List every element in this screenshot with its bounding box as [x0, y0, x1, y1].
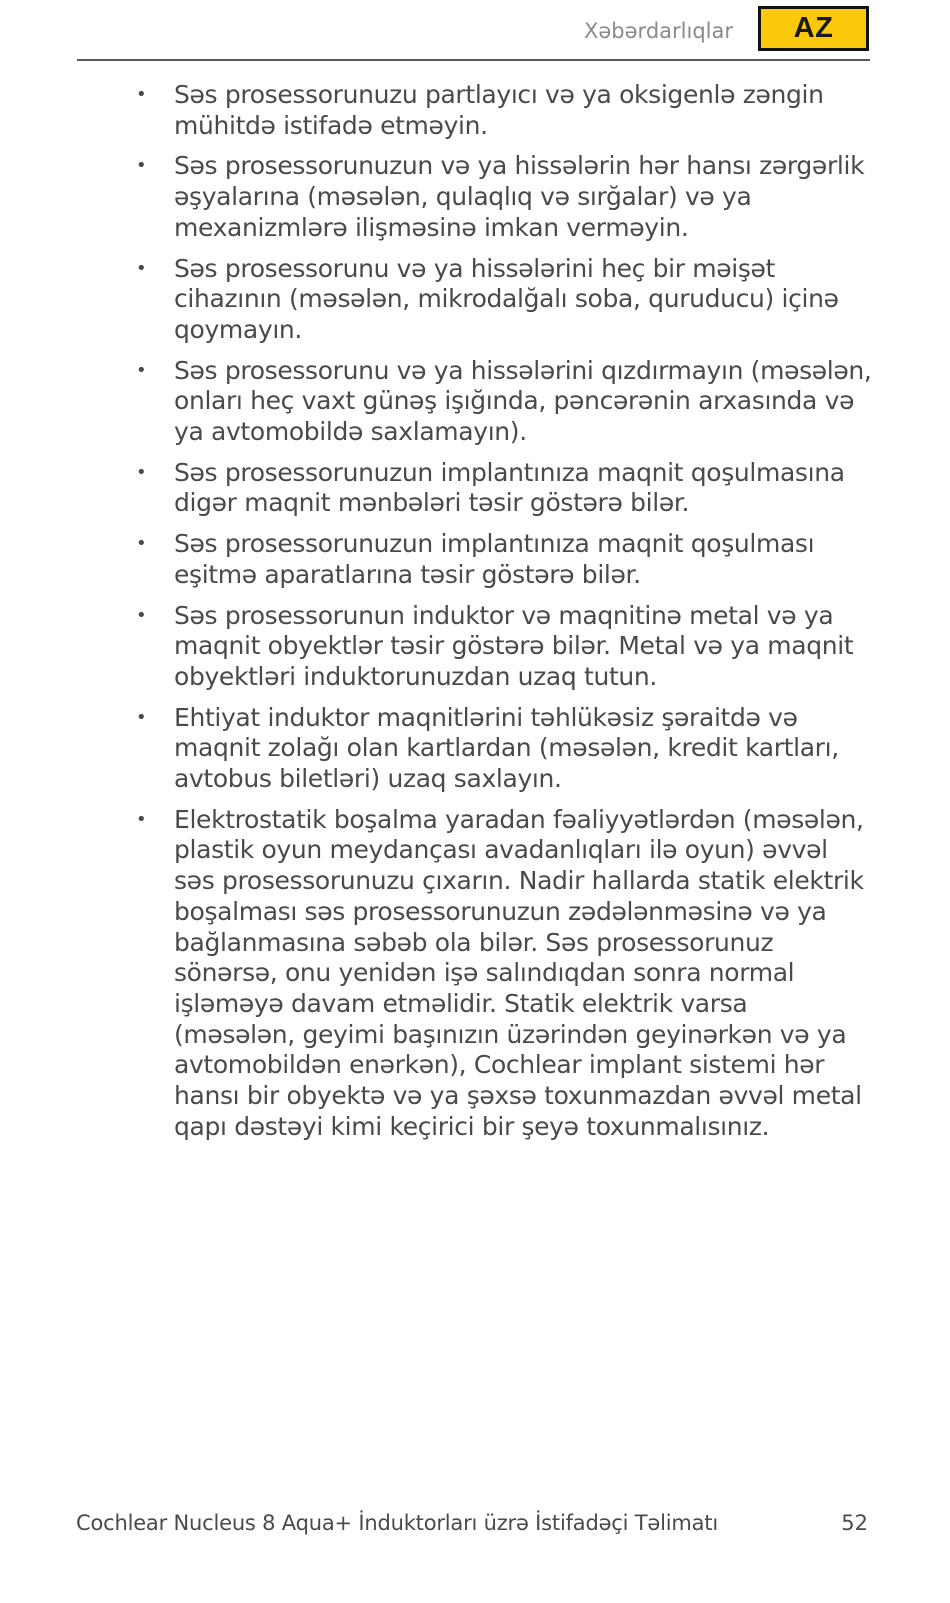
document-title: Cochlear Nucleus 8 Aqua+ İnduktorları üzrə İstifadəçi Təlimatı [76, 1511, 718, 1535]
language-badge: AZ [758, 6, 869, 51]
warning-item [0, 703, 874, 795]
warning-item [0, 80, 874, 141]
section-title: Xəbərdarlıqlar [584, 19, 733, 43]
warning-text: Ehtiyat induktor maqnitlərini təhlükəsiz şəraitdə və maqnit zolağı olan kartlardan (məsələn, kredit kartları, avtobus biletləri) uzaq saxlayın. [174, 702, 839, 794]
warning-item [0, 151, 874, 243]
bullet-icon: • [136, 84, 147, 105]
warning-text: Elektrostatik boşalma yaradan fəaliyyətlərdən (məsələn, plastik oyun meydançası avadanlıqları ilə oyun) əvvəl səs prosessorunuzu çıxarın. Nadir hallarda statik elektrik boşalması səs prosessorunuzun zədələnməsinə və ya bağlanmasına səbəb ola bilər. Səs prosessorunuz sönərsə, onu yenidən işə salındıqdan sonra normal işləməyə davam etməlidir. Statik elektrik varsa (məsələn, geyimi başınızın üzərindən geyinərkən və ya avtomobildən enərkən), Cochlear implant sistemi hər hansı bir obyektə və ya şəxsə toxunmazdan əvvəl metal qapı dəstəyi kimi keçirici bir şeyə toxunmalısınız. [174, 804, 864, 1141]
page-header [0, 0, 950, 60]
warning-text: Səs prosessorunun induktor və maqnitinə metal və ya maqnit obyektlər təsir göstərə bilər. Metal və ya maqnit obyektləri induktorunuzdan uzaq tutun. [174, 600, 854, 691]
warning-item [0, 356, 874, 448]
bullet-icon: • [136, 359, 147, 381]
warning-item [0, 529, 874, 590]
bullet-icon: • [136, 808, 147, 830]
warnings-content [0, 80, 950, 1153]
bullet-icon: • [136, 533, 147, 555]
warning-item [0, 458, 874, 519]
page-number: 52 [841, 1511, 868, 1535]
warning-text: Səs prosessorunuzu partlayıcı və ya oksigenlə zəngin mühitdə istifadə etməyin. [174, 80, 824, 140]
warning-text: Səs prosessorunu və ya hissələrini heç bir məişət cihazının (məsələn, mikrodalğalı soba, quruducu) içinə qoymayın. [174, 253, 839, 344]
warnings-list [0, 80, 950, 1143]
warning-text: Səs prosessorunuzun və ya hissələrin hər hansı zərgərlik əşyalarına (məsələn, qulaqlıq və sırğalar) və ya mexanizmlərə ilişməsinə imkan verməyin. [174, 151, 865, 242]
warning-item [0, 805, 874, 1143]
header-divider [77, 59, 870, 61]
warning-text: Səs prosessorunuzun implantınıza maqnit qoşulmasına digər maqnit mənbələri təsir göstərə bilər. [174, 457, 845, 518]
page-footer [0, 1508, 950, 1542]
warning-item [0, 601, 874, 693]
warning-item [0, 254, 874, 346]
bullet-icon: • [136, 604, 147, 626]
warning-text: Səs prosessorunu və ya hissələrini qızdırmayın (məsələn, onları heç vaxt günəş işığında, pəncərənin arxasında və ya avtomobildə saxlamayın). [174, 355, 872, 447]
bullet-icon: • [136, 257, 147, 279]
warning-text: Səs prosessorunuzun implantınıza maqnit qoşulması eşitmə aparatlarına təsir göstərə bilər. [174, 529, 815, 589]
bullet-icon: • [136, 706, 147, 728]
bullet-icon: • [136, 461, 147, 483]
bullet-icon: • [136, 155, 147, 177]
